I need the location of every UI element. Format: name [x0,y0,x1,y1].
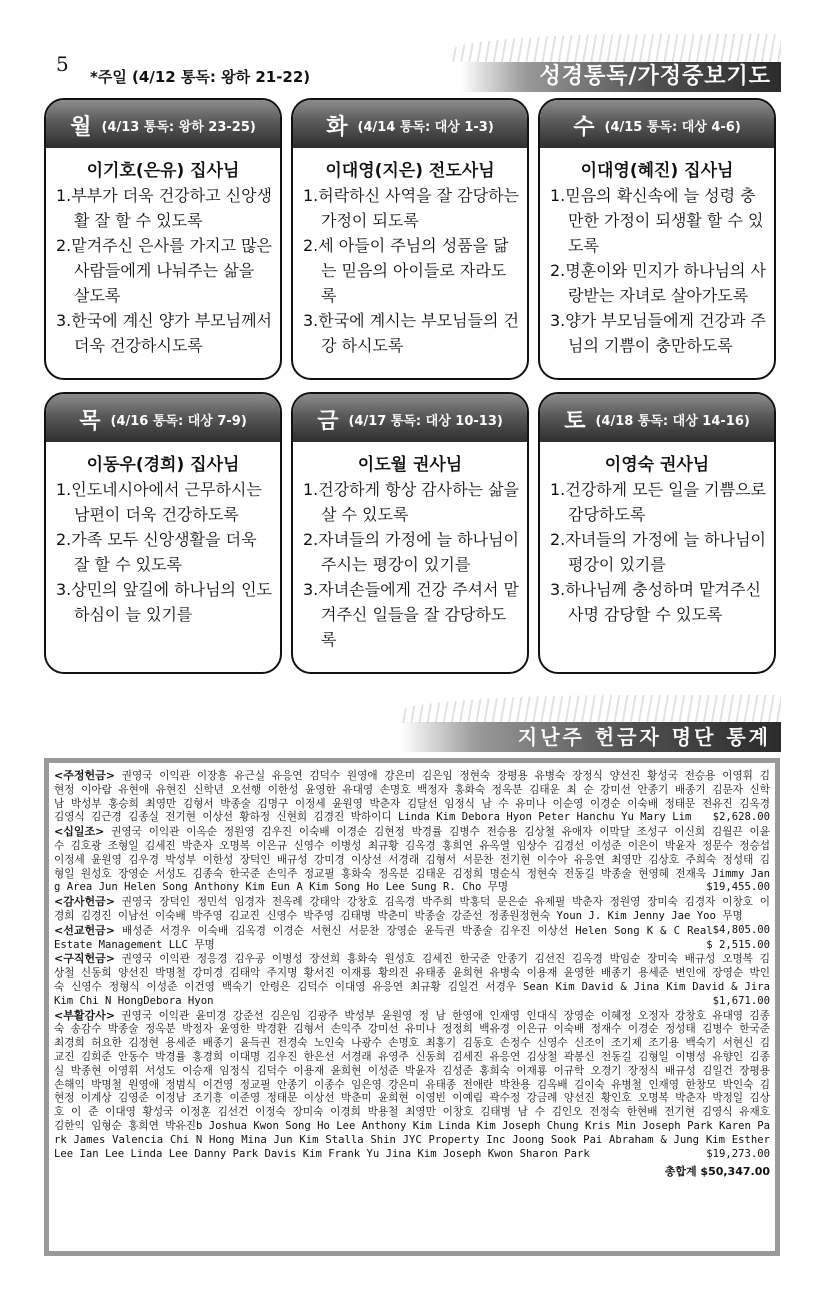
prayer-item: 2.맡겨주신 은사를 가지고 많은 사람들에게 나눠주는 삶을 살도록 [56,236,272,305]
prayer-item: 3.한국에 계시는 부모님들의 건강 하시도록 [303,311,519,355]
prayer-list [293,183,527,358]
card-person-name: 이대영(혜진) 집사님 [580,161,734,181]
card-reading: (4/13 통독: 왕하 23-25) [101,119,256,135]
donor-names: 권영국 이익관 정응경 김우공 이병성 장선희 홍화숙 원성호 김세진 한국준 안종기 김선진 김옥경 박임순 장미숙 배규성 오명복 김상철 신동희 양선진 박명철 강미경 김태악 주지명 황서진 이재룡 황의진 유태종 윤희현 유병숙 이용재 윤영한 배종기 용세준 변인애 장영순 박인숙 신영수 정형식 이성준 이건영 백숙기 안령은 김덕수 이대영 유응연 최규황 김일건 서경우 Sean Kim David & Jina Kim David & Jira Kim Chi N HongDebora Hyon [54,953,770,1007]
donor-names: 권영국 이익관 이옥순 정원영 김우진 이숙배 이경순 김현정 박경률 김병수 전승용 김상철 유애자 이막달 조성구 이신희 김월끈 이윤수 김호광 조형일 김세진 박춘자 오명복 이은규 신영수 이병성 최규황 김옥경 홍희연 유옥열 임상수 김경선 이성준 이은이 박윤자 정문수 정승섭 이정세 윤원영 김우경 박성부 이한성 장덕인 배규성 강미경 이상선 서경래 김형서 서문찬 전기현 이수아 유응연 최영만 김상호 주희숙 정성태 김형일 원성호 장영순 서성도 김종숙 한국준 손익주 정교필 홍화숙 정옥분 김태운 김정희 명순식 정현숙 전동길 박종술 현영혜 전재욱 Jimmy Jang Area Jun Helen Song Anthony Kim Eun A Kim Song Ho Lee Sung R. Cho 무명 [54,826,770,894]
prayer-item: 3.상민의 앞길에 하나님의 인도하심이 늘 있기를 [56,580,272,624]
card-person-name: 이대영(지은) 전도사님 [325,161,495,181]
sunday-reading: *주일 (4/12 통독: 왕하 21-22) [90,68,311,86]
prayer-list [46,183,280,358]
donor-group-weekly [54,769,770,825]
prayer-item: 1.건강하게 모든 일을 기쁨으로 감당하도록 [550,480,766,524]
prayer-item: 3.자녀손들에게 건강 주셔서 맡겨주신 일들을 잘 감당하도록 [303,580,519,649]
card-day: 금 [317,408,339,434]
prayer-item: 1.인도네시아에서 근무하시는 남편이 더욱 건강하도록 [56,480,262,524]
donor-group-amount: $2,628.00 [712,811,770,824]
prayer-list [293,477,527,652]
donor-group-amount: $ 2,515.00 [706,938,770,951]
grand-total: 총합계 $50,347.00 [664,1165,770,1179]
banner-decoration [451,34,781,62]
prayer-list [46,477,280,627]
card-header [540,394,774,442]
donor-group-amount: $19,455.00 [706,881,770,894]
donor-group-relief [54,952,770,1008]
card-day: 수 [573,114,595,140]
donor-names: 권영국 장덕인 정민석 임경자 전옥례 강태악 강창호 김옥경 박주희 박홍덕 문은순 유제필 박춘자 정원영 장미숙 김경자 이창호 이경희 김경진 이남선 이숙배 박주영 김교진 신영수 박주영 김태병 박춘미 박종술 강준선 정종원정현숙 Youn J. Kim Jenny Jae Yoo 무명 [54,896,770,922]
prayer-item: 1.부부가 더욱 건강하고 신앙생활 잘 할 수 있도록 [56,186,272,230]
card-person-name: 이영숙 권사님 [604,455,710,475]
card-day: 월 [70,114,92,140]
card-header [46,100,280,148]
prayer-item: 2.자녀들의 가정에 늘 하나님이 평강이 있기를 [550,530,766,574]
card-day: 토 [564,408,586,434]
prayer-card-saturday [538,392,776,674]
donor-group-amount: $1,671.00 [712,994,770,1007]
prayer-card-wednesday [538,98,776,380]
donor-group-mission [54,924,770,953]
prayer-card-friday [291,392,529,674]
banner-decoration [401,695,781,723]
card-reading: (4/17 통독: 대상 10-13) [348,413,503,429]
card-day: 목 [79,408,101,434]
card-reading: (4/18 통독: 대상 14-16) [595,413,750,429]
donor-names: 배성준 서경우 이숙배 김옥경 이경순 서현신 서문찬 장영순 윤득권 박종술 김우진 이상선 Helen Song K & C Real Estate Management LLC 무명 [54,924,713,951]
prayer-card-thursday [44,392,282,674]
card-header [293,100,527,148]
donor-group-label: <선교헌금> [54,923,115,937]
donor-group-label: <구직헌금> [54,952,115,966]
card-header [540,100,774,148]
prayer-item: 1.건강하게 항상 감사하는 삶을 살 수 있도록 [303,480,519,524]
prayer-item: 1.믿음의 확신속에 늘 성령 충만한 가정이 되생활 할 수 있도록 [550,186,764,255]
donor-group-tithe [54,825,770,895]
card-reading: (4/14 통독: 대상 1-3) [357,119,494,135]
card-person-name: 이동우(경희) 집사님 [86,455,240,475]
donor-group-label: <십일조> [54,825,105,839]
card-reading: (4/15 통독: 대상 4-6) [604,119,741,135]
prayer-item: 3.한국에 계신 양가 부모님께서 더욱 건강하시도록 [56,311,272,355]
card-reading: (4/16 통독: 대상 7-9) [110,413,247,429]
donor-group-easter [54,1009,770,1162]
prayer-item: 3.양가 부모님들에게 건강과 주님의 기쁨이 충만하도록 [550,311,766,355]
page-number: 5 [56,52,69,76]
prayer-item: 1.허락하신 사역을 잘 감당하는 가정이 되도록 [303,186,519,230]
card-person-name: 이도월 권사님 [357,455,463,475]
section-banner-prayer: 성경통독/가정중보기도 [461,62,781,92]
prayer-item: 2.세 아들이 주님의 성품을 닮는 믿음의 아이들로 자라도록 [303,236,509,305]
card-person-name: 이기호(은유) 집사님 [86,161,240,181]
prayer-item: 2.자녀들의 가정에 늘 하나님이 주시는 평강이 있기를 [303,530,519,574]
prayer-card-monday [44,98,282,380]
donor-names: 권영국 이익관 이장흥 유근실 유응연 김덕수 원영애 강은미 김은임 정현숙 장평용 유병숙 장정식 양선진 황성국 전승용 이영휘 김현정 이아람 유현애 유현진 신학년 오선행 이한성 윤영한 유대영 손명호 백정자 홍화숙 정옥분 김태운 최 순 강미선 안종기 배종기 김문자 신학남 박성부 홍승희 최영만 김형서 박종술 김명구 이정세 윤원영 박춘자 김달선 임정식 남 수 유미나 이순영 이경순 이숙배 정태문 전유진 김옥경 김영식 김근경 김종실 전기현 이상선 황하정 신현희 김경진 박하이디 Linda Kim Debora Hyon Peter Hanchu Yu Mary Lim [54,770,770,824]
donor-group-label: <주정헌금> [54,769,115,782]
card-header [293,394,527,442]
donor-names: 권영국 이익관 윤미경 강준선 김은임 김광주 박성부 윤원영 정 남 한영애 인재영 인대식 장영순 이혜정 오정자 강창호 유대영 김종숙 송감수 박종술 정옥분 박정자 윤영한 박경환 김형서 손익주 강미선 유미나 정정희 백유경 이은규 이숙배 정재수 이경순 정성태 김병수 한국준 최경희 허요한 김정현 용세준 배종기 윤득권 전경숙 노인숙 나광수 손명호 최홍기 김동호 손정수 신영수 신조이 조기제 조기용 백숙기 서현신 김교진 김희준 안동수 박경률 홍경희 이대명 김우진 한은선 서경래 유영주 신동희 김세진 유응연 김상철 곽봉신 전동길 김형일 이병성 유향인 김종실 박종현 이영휘 서성도 이승재 임정식 김덕수 이용재 윤희현 이성준 박윤자 김성준 홍희숙 이재룡 이규학 오경기 장정식 배규성 김일건 장평용 손해익 박명철 원영애 정범식 이건영 정교필 안종기 이종수 임은영 강은미 유태종 전애란 박찬용 김옥배 김이숙 유병철 인재영 한창모 박인숙 김현정 이계상 김영준 이정남 조기흥 이준영 정태문 이상선 박춘미 윤희현 이영빈 이예림 곽수정 강금례 양선진 황인호 오명복 박춘자 박정일 김상호 이 준 이대영 황성국 이정훈 김선건 이정숙 장미숙 이경희 박용철 최영만 이창호 김태병 남 수 김인오 전정숙 한현배 전기현 김영식 유재호 김한익 임형순 홍희연 박유진b Joshua Kwon Song Ho Lee Anthony Kim Linda Kim Joseph Chung Kris Min Joseph Park Karen Park James Valencia Chi N Hong Mina Jun Kim Stalla Shin JYC Property Inc Joong Sook Pai Abraham & Jung Kim Esther Lee Ian Lee Linda Lee Danny Park Davis Kim Frank Yu Jina Kim Joseph Kwon Sharon Park [54,1009,770,1160]
donor-group-label: <감사헌금> [54,895,115,909]
section-banner-donors: 지난주 헌금자 명단 통계 [401,722,781,752]
prayer-card-tuesday [291,98,529,380]
donor-list-box [44,758,780,1256]
prayer-list [540,183,774,358]
card-day: 화 [326,114,348,140]
prayer-item: 2.가족 모두 신앙생활을 더욱 잘 할 수 있도록 [56,530,257,574]
prayer-list [540,477,774,627]
prayer-item: 3.하나님께 충성하며 맡겨주신 사명 감당할 수 있도록 [550,580,761,624]
donor-group-amount: $4,805.00 [712,923,770,936]
card-header [46,394,280,442]
donor-group-label: <부활감사> [54,1008,115,1022]
donor-group-amount: $19,273.00 [706,1147,770,1160]
prayer-item: 2.명훈이와 민지가 하나님의 사랑받는 자녀로 살아가도록 [550,261,766,305]
